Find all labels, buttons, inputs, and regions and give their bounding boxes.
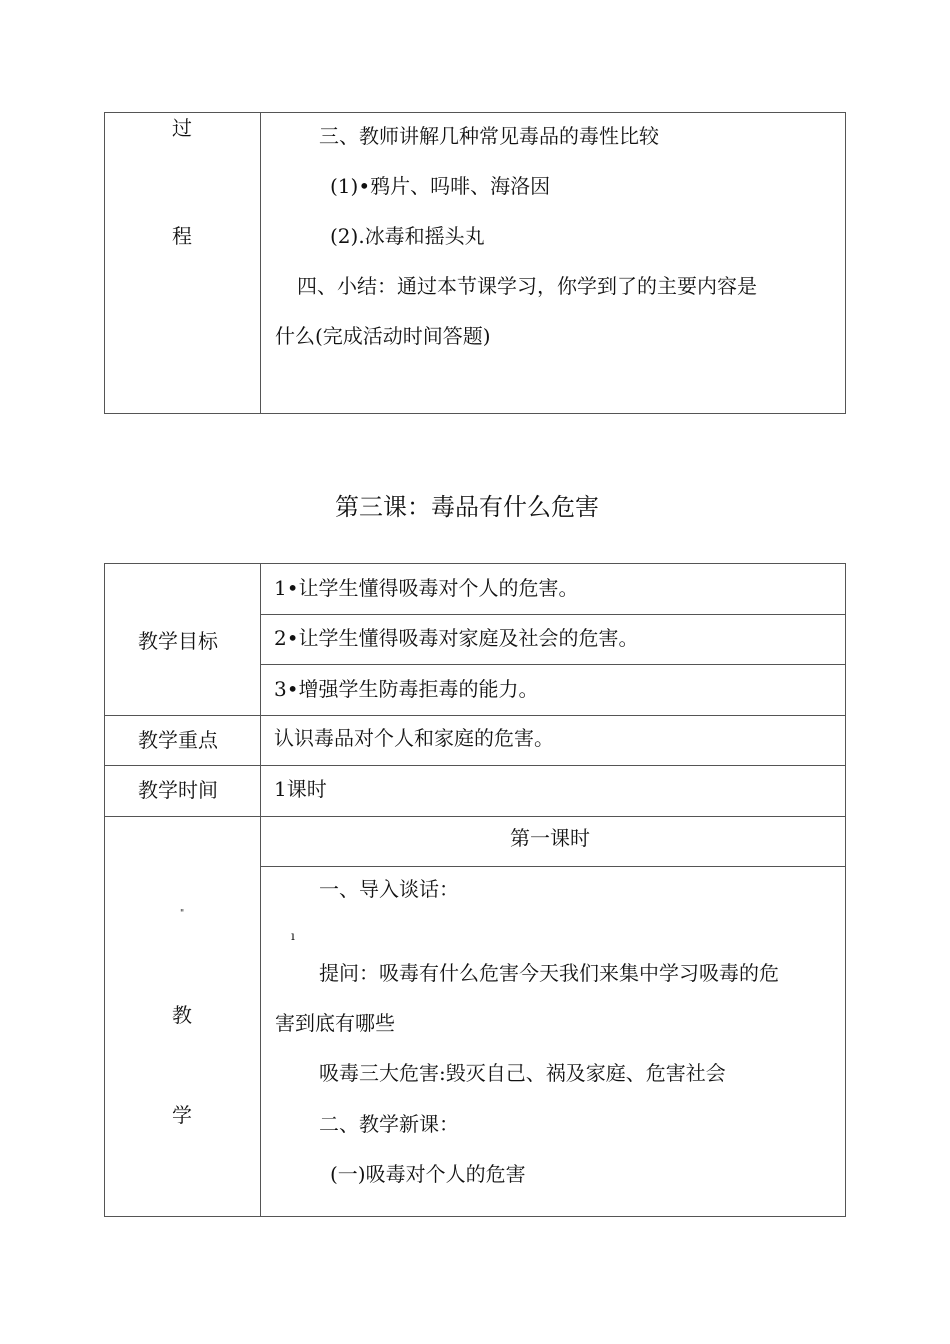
process-line: (一)吸毒对个人的危害 bbox=[330, 1162, 526, 1186]
goals-label: 教学目标 bbox=[138, 629, 218, 653]
process-line: 二、教学新课： bbox=[319, 1112, 459, 1136]
process-mark: " bbox=[180, 909, 185, 919]
goal-row-separator bbox=[260, 664, 846, 665]
row-separator bbox=[104, 715, 846, 716]
stray-mark: ı bbox=[291, 929, 295, 943]
process-label-char: 程 bbox=[172, 224, 192, 248]
goal-item: 1•让学生懂得吸毒对个人的危害。 bbox=[274, 576, 579, 600]
process-label-char: 教 bbox=[172, 1003, 192, 1027]
time-value: 1课时 bbox=[274, 777, 327, 801]
row-separator bbox=[104, 816, 846, 817]
process-table bbox=[104, 112, 846, 414]
process-line: 提问：吸毒有什么危害今天我们来集中学习吸毒的危 bbox=[319, 961, 779, 985]
process-line: 三、教师讲解几种常见毒品的毒性比较 bbox=[319, 124, 659, 148]
process-line: (1)•鸦片、吗啡、海洛因 bbox=[330, 174, 551, 198]
lesson-plan-table bbox=[104, 563, 846, 1217]
row-separator bbox=[104, 765, 846, 766]
process-label-char: 学 bbox=[172, 1103, 192, 1127]
process-label-char: 过 bbox=[172, 116, 192, 140]
goal-item: 3•增强学生防毒拒毒的能力。 bbox=[274, 677, 539, 701]
time-label: 教学时间 bbox=[138, 778, 218, 802]
process-line: 害到底有哪些 bbox=[275, 1011, 395, 1035]
process-line: 什么(完成活动时间答题) bbox=[275, 324, 491, 348]
goal-row-separator bbox=[260, 614, 846, 615]
goal-item: 2•让学生懂得吸毒对家庭及社会的危害。 bbox=[274, 626, 639, 650]
process-line: (2).冰毒和摇头丸 bbox=[330, 224, 485, 248]
focus-label: 教学重点 bbox=[138, 728, 218, 752]
period-title: 第一课时 bbox=[510, 826, 590, 850]
process-table-divider bbox=[260, 112, 261, 414]
focus-value: 认识毒品对个人和家庭的危害。 bbox=[274, 726, 554, 750]
lesson-plan-table-divider bbox=[260, 563, 261, 1217]
process-line: 一、导入谈话： bbox=[319, 877, 459, 901]
process-line: 吸毒三大危害:毁灭自己、祸及家庭、危害社会 bbox=[319, 1061, 726, 1085]
process-line: 四、小结：通过本节课学习，你学到了的主要内容是 bbox=[297, 274, 757, 298]
period-title-separator bbox=[260, 866, 846, 867]
lesson-title: 第三课：毒品有什么危害 bbox=[335, 493, 599, 521]
